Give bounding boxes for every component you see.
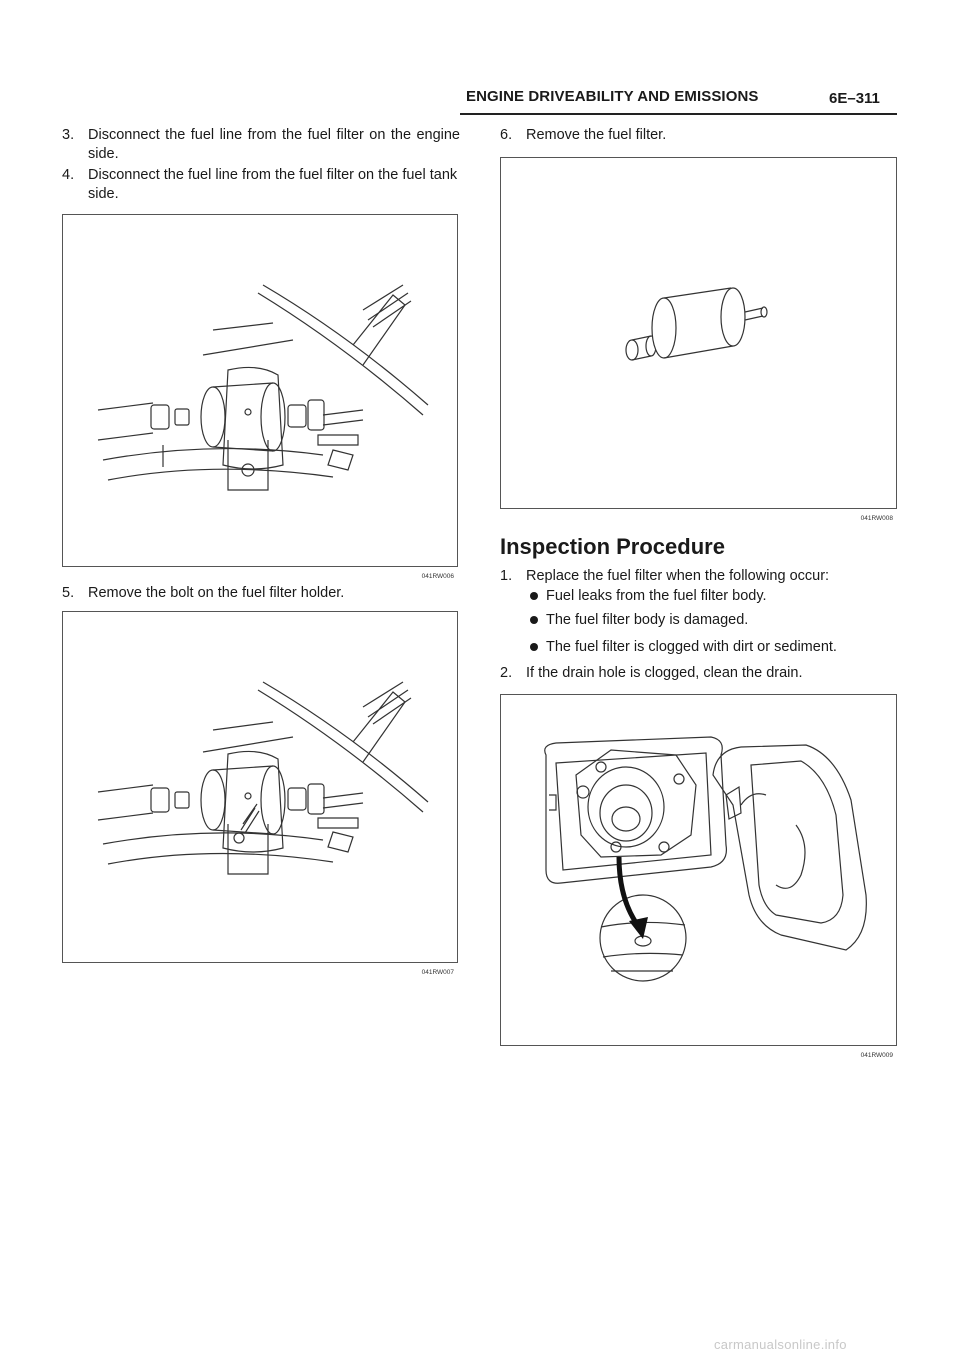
inspection-step-1: [500, 567, 898, 586]
filter-holder-bolt-illustration: [63, 612, 457, 962]
bullet-item: [530, 612, 748, 628]
figure-fuel-filter-removed: [500, 157, 897, 522]
page-number: 6E–311: [829, 90, 880, 107]
bullet-item: [530, 588, 767, 604]
bullet-icon: [530, 616, 538, 624]
step-text: Disconnect the fuel line from the fuel filter on the fuel tank side.: [88, 167, 458, 202]
step-text: Remove the fuel filter.: [526, 127, 667, 143]
section-title: Inspection Procedure: [500, 534, 725, 559]
bullet-item: [530, 639, 837, 655]
figure-filter-holder-bolt: [62, 611, 458, 976]
figure-code: 041RW007: [421, 969, 454, 976]
step-number: 1.: [500, 568, 513, 584]
step-number: 5.: [62, 585, 75, 601]
bullet-text: Fuel leaks from the fuel filter body.: [546, 588, 767, 604]
figure-code: 041RW009: [860, 1052, 893, 1059]
figure-drain-hole: [500, 694, 897, 1059]
bullet-text: The fuel filter body is damaged.: [546, 612, 749, 628]
header-divider: [460, 113, 897, 115]
figure-code: 041RW008: [860, 515, 893, 522]
step-number: 6.: [500, 127, 513, 143]
figure-code: 041RW006: [421, 573, 454, 580]
step-6: [500, 126, 898, 145]
watermark: carmanualsonline.info: [714, 1337, 847, 1352]
step-5: [62, 584, 460, 603]
inspection-step-2: [500, 664, 898, 683]
step-text: Disconnect the fuel line from the fuel filter on the engine side.: [88, 127, 460, 162]
step-text: If the drain hole is clogged, clean the drain.: [526, 665, 803, 681]
fuel-filter-removed-illustration: [501, 158, 896, 508]
step-number: 2.: [500, 665, 513, 681]
fuel-filter-installed-illustration: [63, 215, 457, 566]
drain-hole-illustration: [501, 695, 896, 1045]
bullet-icon: [530, 592, 538, 600]
figure-fuel-filter-installed: [62, 214, 458, 580]
bullet-text: The fuel filter is clogged with dirt or sediment.: [546, 639, 837, 655]
step-3: [62, 126, 460, 164]
step-number: 3.: [62, 127, 75, 143]
step-text: Remove the bolt on the fuel filter holder.: [88, 585, 345, 601]
page-header-title: ENGINE DRIVEABILITY AND EMISSIONS: [466, 88, 759, 105]
step-number: 4.: [62, 167, 75, 183]
bullet-icon: [530, 643, 538, 651]
step-text: Replace the fuel filter when the following occur:: [526, 568, 830, 584]
step-4: [62, 166, 460, 204]
